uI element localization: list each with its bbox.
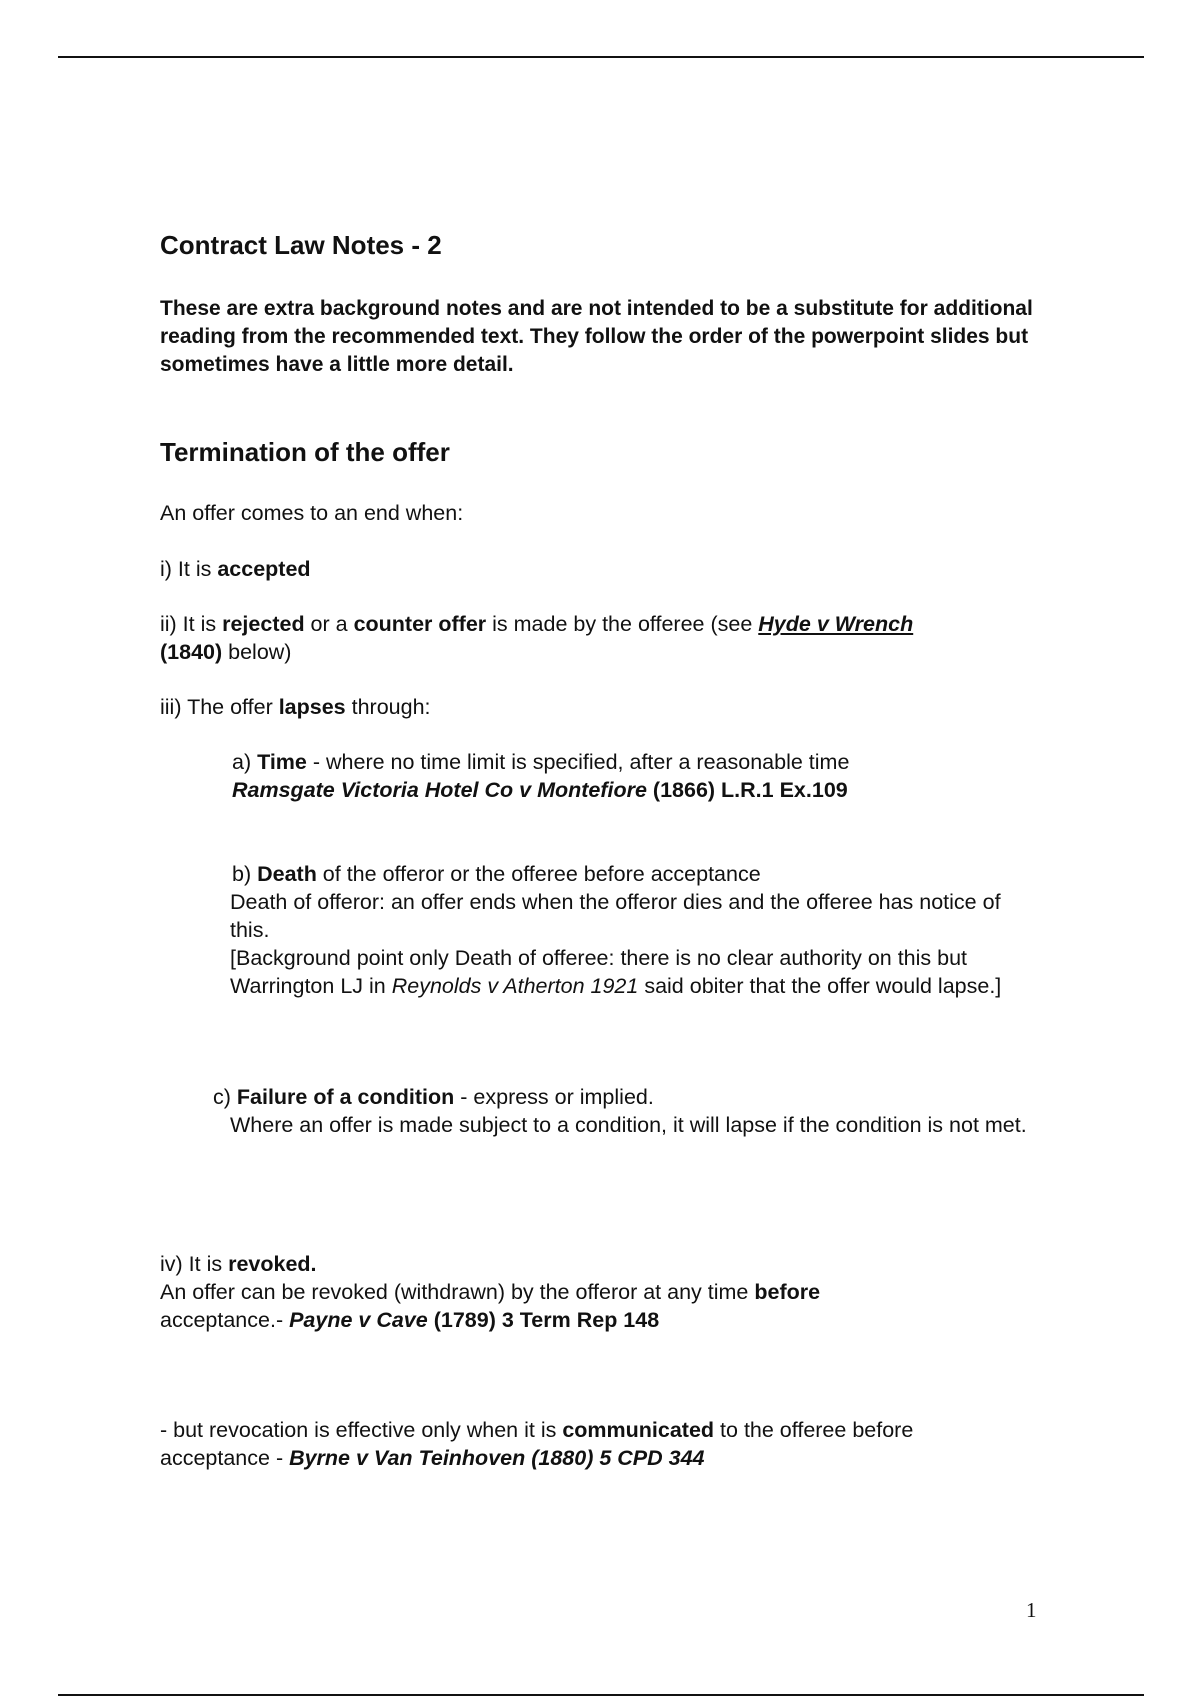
item-accepted — [160, 555, 311, 583]
intro-paragraph: These are extra background notes and are not intended to be a substitute for additional reading from the recommended text. They follow the order of the powerpoint slides but sometimes have a little more detail. — [160, 297, 1033, 376]
sub-item-condition-text: Where an offer is made subject to a condition, it will lapse if the condition is not met. — [230, 1113, 1027, 1137]
bottom-rule — [58, 1694, 1144, 1696]
section-heading: Termination of the offer — [160, 437, 450, 467]
document-title: Contract Law Notes - 2 — [160, 230, 442, 260]
case-reynolds-v-atherton: Reynolds v Atherton 1921 — [391, 974, 639, 998]
case-payne-v-cave: Payne v Cave — [289, 1308, 428, 1332]
case-ramsgate: Ramsgate Victoria Hotel Co v Montefiore — [232, 778, 647, 802]
case-byrne-v-van-teinhoven: Byrne v Van Teinhoven (1880) 5 CPD 344 — [289, 1446, 705, 1470]
item-revoked: iv) It is revoked. An offer can be revoked (withdrawn) by the offeror at any time before acceptance.- Payne v Cave (1789) 3 Term Rep 148 — [160, 1252, 821, 1332]
revocation-communication: - but revocation is effective only when it is communicated to the offeree before acceptance - Byrne v Van Teinhoven (1880) 5 CPD 344 — [160, 1418, 914, 1470]
item-rejected: ii) It is rejected or a counter offer is made by the offeree (see Hyde v Wrench (1840) below) — [160, 612, 914, 664]
sub-item-death-offeree: [Background point only Death of offeree: there is no clear authority on this but Warrington LJ in Reynolds v Atherton 1921 said obiter that the offer would lapse.] — [230, 946, 1002, 998]
sub-item-death-heading: b) Death of the offeror or the offeree before acceptance — [232, 862, 761, 886]
sub-item-time: a) Time - where no time limit is specified, after a reasonable time Ramsgate Victoria Hotel Co v Montefiore (1866) L.R.1 Ex.109 — [232, 750, 850, 802]
sub-item-condition-heading: c) Failure of a condition - express or implied. — [213, 1085, 654, 1109]
case-hyde-v-wrench: Hyde v Wrench — [758, 612, 914, 636]
page-number: 1 — [1026, 1598, 1037, 1622]
item-accepted-prefix: i) It is — [160, 557, 218, 581]
item-lapses: iii) The offer lapses through: — [160, 695, 431, 719]
item-accepted-bold: accepted — [217, 557, 311, 581]
lead-text: An offer comes to an end when: — [160, 501, 464, 525]
top-rule — [58, 56, 1144, 58]
sub-item-death-offeror: Death of offeror: an offer ends when the offeror dies and the offeree has notice of this. — [230, 890, 1001, 942]
